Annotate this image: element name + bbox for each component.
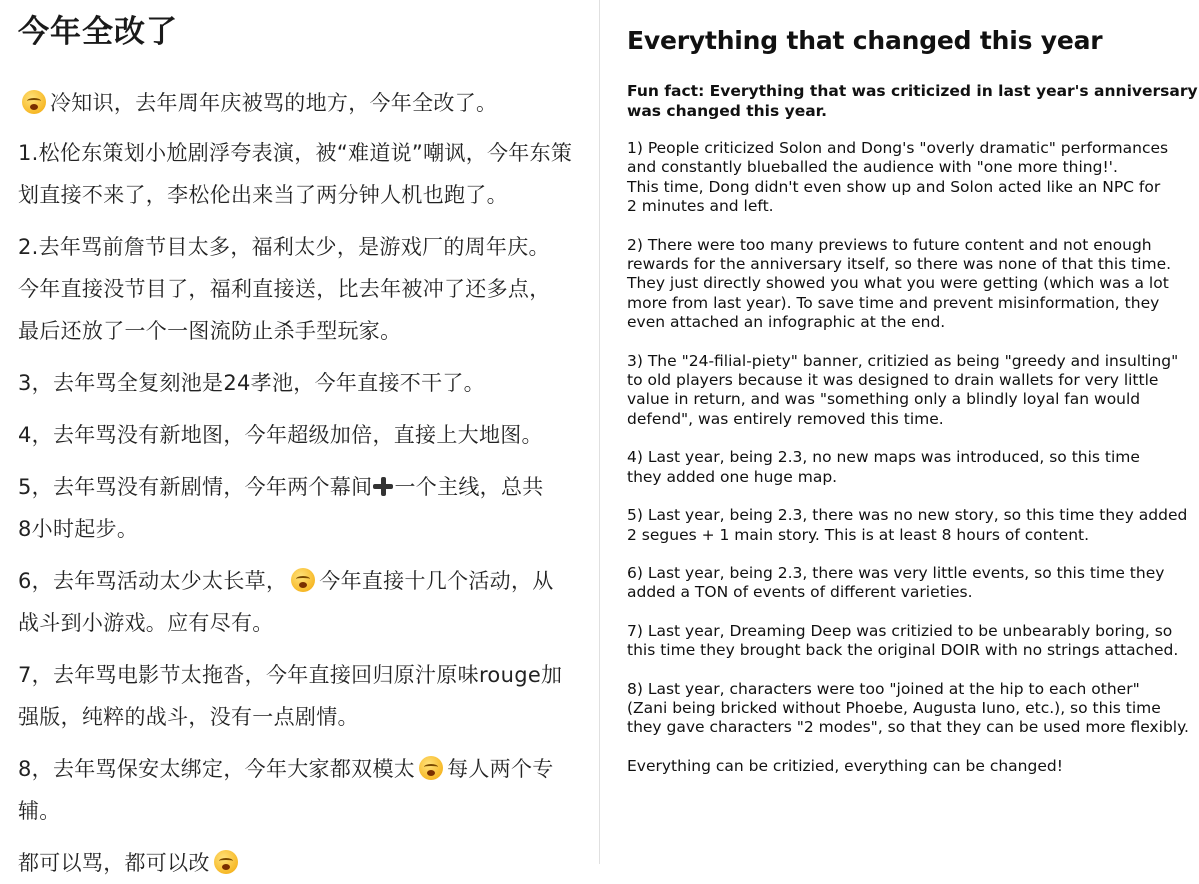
english-lead: Fun fact: Everything that was criticized in last year's anniversary was changed this year.	[627, 82, 1198, 120]
english-item-2: 2) There were too many previews to future content and not enough rewards for the anniversary itself, so there was none of that this time. They just directly showed you what you were getting (which was a lot more from last year). To save time and prevent misinformation, they even attached an infographic at the end.	[627, 235, 1172, 332]
chinese-title: 今年全改了	[18, 14, 178, 50]
chinese-item-2: 2.去年骂前詹节目太多，福利太少，是游戏厂的周年庆。 今年直接没节目了，福利直接送，比去年被冲了还多点， 最后还放了一个一图流防止杀手型玩家。	[18, 235, 551, 343]
english-item-7: 7) Last year, Dreaming Deep was critizied to be unbearably boring, so this time they brought back the original DOIR with no strings attached.	[627, 621, 1179, 660]
heavy-plus-icon	[373, 476, 393, 496]
chinese-item-4: 4，去年骂没有新地图，今年超级加倍，直接上大地图。	[18, 423, 543, 447]
chinese-item-1: 1.松伦东策划小尬剧浮夸表演，被“难道说”嘲讽，今年东策 划直接不来了，李松伦出来当了两分钟人机也跑了。	[18, 141, 573, 207]
english-outro: Everything can be critizied, everything can be changed!	[627, 756, 1063, 775]
english-item-4: 4) Last year, being 2.3, no new maps was introduced, so this time they added one huge map.	[627, 448, 1140, 486]
chinese-post-panel	[0, 0, 599, 875]
astonished-face-icon	[214, 850, 238, 874]
english-item-8: 8) Last year, characters were too "joined at the hip to each other" (Zani being bricked without Phoebe, Augusta Iuno, etc.), so this time they gave characters "2 modes", so that they can be used more flexibly.	[627, 679, 1189, 737]
english-item-1: 1) People criticized Solon and Dong's "overly dramatic" performances and constantly blueballed the audience with "one more thing!'. This time, Dong didn't even show up and Solon acted like an NPC for 2 minutes and left.	[627, 139, 1169, 216]
chinese-item-7: 7，去年骂电影节太拖沓，今年直接回归原汁原味rouge加 强版，纯粹的战斗，没有一点剧情。	[18, 663, 563, 729]
astonished-face-icon	[419, 756, 443, 780]
chinese-item-8: 8，去年骂保安太绑定，今年大家都双模太 每人两个专 辅。	[18, 757, 554, 823]
english-title: Everything that changed this year	[627, 26, 1103, 55]
chinese-intro: 冷知识，去年周年庆被骂的地方，今年全改了。	[18, 82, 599, 124]
chinese-item-3: 3，去年骂全复刻池是24孝池，今年直接不干了。	[18, 371, 485, 395]
english-item-5: 5) Last year, being 2.3, there was no new story, so this time they added 2 segues + 1 main story. This is at least 8 hours of content.	[627, 506, 1188, 544]
chinese-item-6: 6，去年骂活动太少太长草， 今年直接十几个活动，从 战斗到小游戏。应有尽有。	[18, 569, 554, 635]
english-translation-panel	[600, 0, 1199, 864]
chinese-outro: 都可以骂，都可以改	[18, 842, 599, 884]
astonished-face-icon	[291, 568, 315, 592]
chinese-item-5: 5，去年骂没有新剧情，今年两个幕间 一个主线，总共 8小时起步。	[18, 475, 544, 541]
english-item-3: 3) The "24-filial-piety" banner, critizied as being "greedy and insulting" to old players because it was designed to drain wallets for very little value in return, and was "something only a blindly loyal fan would defend", was entirely removed this time.	[627, 351, 1179, 428]
english-item-6: 6) Last year, being 2.3, there was very little events, so this time they added a TON of events of different varieties.	[627, 563, 1165, 602]
astonished-face-icon	[22, 90, 46, 114]
